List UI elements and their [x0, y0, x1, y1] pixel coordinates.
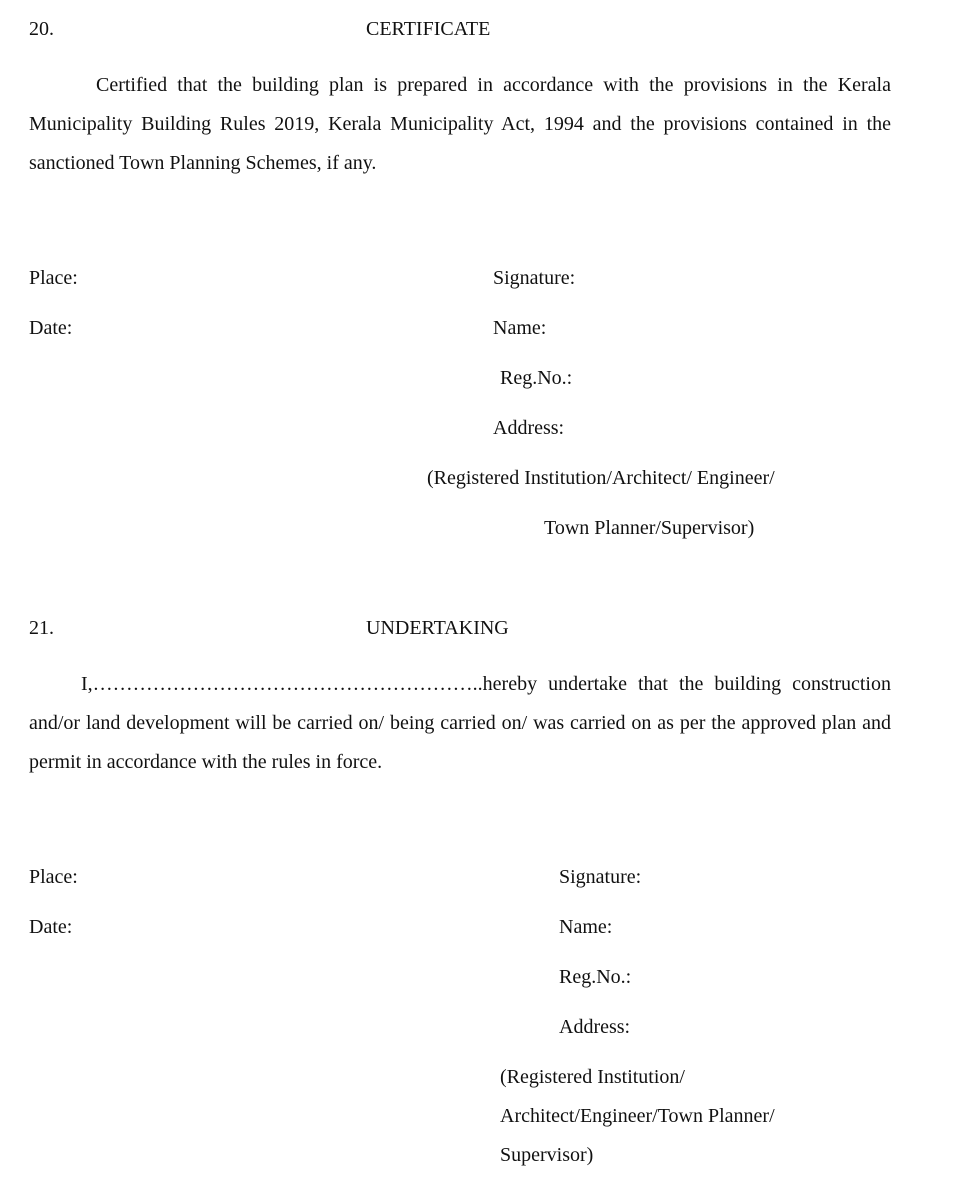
certificate-name-label: Name:	[493, 317, 547, 339]
certificate-regno-label: Reg.No.:	[500, 367, 573, 389]
undertaking-name-label: Name:	[559, 916, 613, 938]
undertaking-place-label: Place:	[29, 866, 78, 888]
undertaking-body-text: I,…………………………………………………..hereby undertake that the building construction and/or land development will be carried on/ being carried on/ was carried on as per the approved plan and permit in accordance with the rules in force.	[29, 673, 891, 773]
certificate-place-label: Place:	[29, 267, 78, 289]
certificate-signature-label: Signature:	[493, 267, 576, 289]
undertaking-section-number: 21.	[29, 617, 54, 639]
undertaking-regno-label: Reg.No.:	[559, 966, 632, 988]
certificate-section-number: 20.	[29, 18, 54, 40]
undertaking-date-label: Date:	[29, 916, 73, 938]
certificate-date-label: Date:	[29, 317, 73, 339]
certificate-designation-line2: Town Planner/Supervisor)	[544, 517, 755, 539]
undertaking-heading: UNDERTAKING	[366, 617, 509, 639]
undertaking-designation-line2: Architect/Engineer/Town Planner/	[500, 1105, 775, 1127]
certificate-body-text: Certified that the building plan is prepared in accordance with the provisions in the Kerala Municipality Building Rules 2019, Kerala Municipality Act, 1994 and the provisions contained in the sanctioned Town Planning Schemes, if any.	[29, 74, 891, 174]
undertaking-address-label: Address:	[559, 1016, 631, 1038]
certificate-heading: CERTIFICATE	[366, 18, 491, 40]
undertaking-body	[29, 665, 891, 782]
certificate-address-label: Address:	[493, 417, 565, 439]
certificate-body	[29, 66, 891, 183]
undertaking-signature-label: Signature:	[559, 866, 642, 888]
undertaking-designation-line1: (Registered Institution/	[500, 1066, 685, 1088]
certificate-designation-line1: (Registered Institution/Architect/ Engineer/	[427, 467, 775, 489]
undertaking-designation-line3: Supervisor)	[500, 1144, 594, 1166]
